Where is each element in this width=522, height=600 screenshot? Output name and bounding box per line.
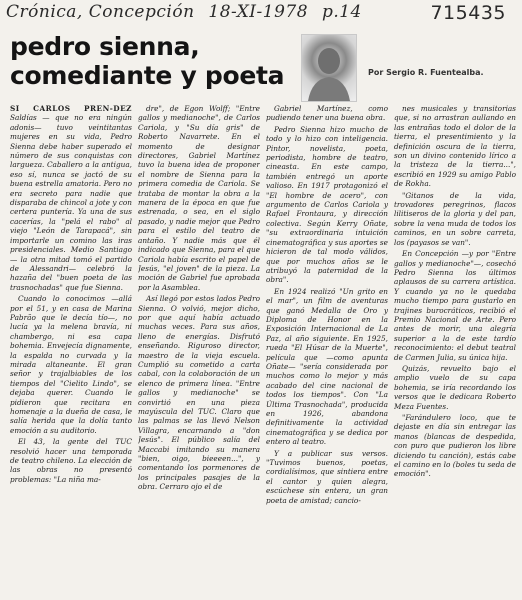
paragraph-text: Saldías — que no era ningún adonis— tuvo veintitantas mujeres en su vida, Pedro Sienna debe haber superado el número de sus conquistas con largueza. Caballero a la antigua, eso sí, nunca se jactó de su buena estrella amatoria. Pero no era secreto para nadie que disparaba de chincol a jote y con certera puntería. Ya una de sus cacerías, la "pelá el rabo" al viejo "León de Tarapacá", sin importarle un comino las iras presidenciales. Medio Santiago — la otra mitad tomó el partido de Alessandri— celebró la hazaña del "buen poeta de las trasnochadas" que fue Sienna. [10, 113, 132, 292]
headline-line-2: comediante y poeta [10, 61, 285, 90]
author-portrait [301, 34, 357, 102]
clipping-date: 18-XI-1978 [208, 2, 309, 22]
article-paragraph [394, 413, 516, 479]
article-headline [10, 32, 300, 90]
clipping-source: Crónica, Concepción [6, 2, 195, 22]
article-paragraph [10, 294, 132, 435]
handwritten-clipping-note [6, 2, 518, 28]
article-paragraph [394, 364, 516, 411]
article-paragraph [10, 104, 132, 292]
paragraph-text: Pedro Sienna hizo mucho de todo y lo hizo con inteligencia. Pintor, novelista, poeta, periodista, hombre de teatro, cineasta. En este campo, también entregó un aporte valioso. En 1917 protagonizó el "El hombre de acero", con argumento de Carlos Cariola y Rafael Frontaura, y dirección colectiva. Según Kerry Oñate, "su extraordinaria intuición cinematográfica y sus aportes se hicieron de tal modo válidos, que por muchos años se le atribuyó la paternidad de la obra". [266, 124, 388, 285]
article-column-2 [138, 104, 260, 598]
paragraph-text: dre", de Egon Wolff; "Entre gallos y medianoche", de Carlos Cariola, y "Su día gris" de Roberto Navarrete. En el momento de designar directores, Gabriel Martínez tuvo la buena idea de proponer el nombre de Sienna para la primera comedia de Cariola. Se trataba de montar la obra a la manera de la época en que fue estrenada, o sea, en el siglo pasado, y nadie mejor que Pedro para el estilo del teatro de antaño. Y nadie más que él indicado que Sienna, para el que Cariola había escrito el papel de Jesús, "el joven" de la pieza. La moción de Gabriel fue aprobada por la Asamblea. [138, 104, 260, 292]
article-paragraph [394, 249, 516, 362]
article-paragraph [266, 125, 388, 285]
article-paragraph [266, 449, 388, 505]
clipping-page: p.14 [321, 2, 362, 22]
paragraph-text: "Gitanos de la vida, trovadores peregrinos, flacos lilitiseros de la gloria y del pan, sobre la vena muda de todos los caminos, en un sobre carreta, los (payasos se van". [394, 190, 516, 247]
article-paragraph [138, 104, 260, 292]
paragraph-text: Gabriel Martínez, como pudiendo tener una buena obra. [266, 104, 388, 123]
paragraph-text: En Concepción —y por "Entre gallos y medianoche"—, cosechó Pedro Sienna los últimos aplausos de su carrera artística. Y cuando ya no le quedaba mucho tiempo para gustarlo en trajines burocráticos, recibió el Premio Nacional de Arte. Pero antes de morir, una alegría superior a la de este tardío reconocimiento: el debut teatral de Carmen Julia, su única hija. [394, 249, 516, 362]
article-paragraph [394, 191, 516, 247]
paragraph-text: Así llegó por estos lados Pedro Sienna. O volvió, mejor dicho, por que aquí había actuado muchas veces. Para sus años, lleno de energías. Disfrutó enseñando. Riguroso director, maestro de la vieja escuela. Cumplió su cometido a carta cabal, con la colaboración de un elenco de primera línea. "Entre gallos y medianoche" se convirtió en una pieza mayúscula del TUC. Claro que las palmas se las llevó Nelson Villagra, encarnando a "don Jesús". El público salía del Maccabi imitando su manera "bien, oigo, bieeeen...", y comentando los pormenores de los principales pasajes de la obra. Cerraro ojo el de [138, 294, 260, 492]
paragraph-text: En 1924 realizó "Un grito en el mar", un film de aventuras que ganó Medalla de Oro y Diploma de Honor en la Exposición Internacional de La Paz, al año siguiente. En 1925, rueda "El Húsar de la Muerte", película que —como apunta Oñate— "sería considerada por muchos como lo mejor y más acabado del cine nacional de todos los tiempos". Con "La Última Trasnochada", producida en 1926, abandona definitivamente la actividad cinematográfica y se dedica por entero al teatro. [266, 286, 388, 447]
article-body [10, 104, 516, 598]
article-paragraph [266, 104, 388, 123]
article-column-4 [394, 104, 516, 598]
clipping-reference-number: 715435 [430, 2, 506, 24]
article-lead-in: SI CARLOS PREN-DEZ [10, 104, 132, 113]
article-column-1 [10, 104, 132, 598]
article-paragraph [266, 287, 388, 447]
headline-line-1: pedro sienna, [10, 32, 200, 61]
paragraph-text: Quizás, revuelto bajo el amplio vuelo de su capa bohemia, se iría recordando los versos que le dedicara Roberto Meza Fuentes. [394, 363, 516, 411]
article-paragraph [394, 104, 516, 189]
paragraph-text: nes musicales y transitorias que, si no arrastran aullando en las entrañas todo el dolor de la tierra, el presentimiento y la definición oscura de la tierra, son un divino contenido lírico a la tristeza de la tierra...", escribió en 1929 su amigo Pablo de Rokha. [394, 104, 516, 189]
paragraph-text: El 43, la gente del TUC resolvió hacer una temporada de teatro chileno. La elección de las obras no presentó problemas: "La niña ma- [10, 437, 132, 484]
article-paragraph [138, 294, 260, 492]
paragraph-text: Y a publicar sus versos. "Tuvimos buenos, poetas, cordialísimos, que sintiera entre el cantor y quien alegra, escúchese sin entera, un gran poeta de amistad; cancio- [266, 448, 388, 505]
article-byline: Por Sergio R. Fuentealba. [368, 68, 484, 77]
paragraph-text: "Farándulero loco, que te dejaste en día sin entregar las manos (blancas de despedida, con puro que pudieron los libre diciendo tu canción), estás cabe el camino en lo (boles tu seda de emoción". [394, 413, 516, 479]
paragraph-text: Cuando lo conocimos —allá por el 51, y en casa de Marina Pabrão que le decía tío—, no lucía ya la melena bravía, ni chambergo, ni esa capa bohemia. Envejecía dignamente, la espalda no curvada y la mirada altaneante. El gran señor y trajalbiables de los tiempos del "Cielito Lindo", se dejaba querer. Cuando le pidieron que recitara en homenaje a la dueña de casa, le salía herida que la dolía tanto emoción a su auditorio. [10, 294, 132, 435]
article-column-3 [266, 104, 388, 598]
article-paragraph [10, 437, 132, 484]
